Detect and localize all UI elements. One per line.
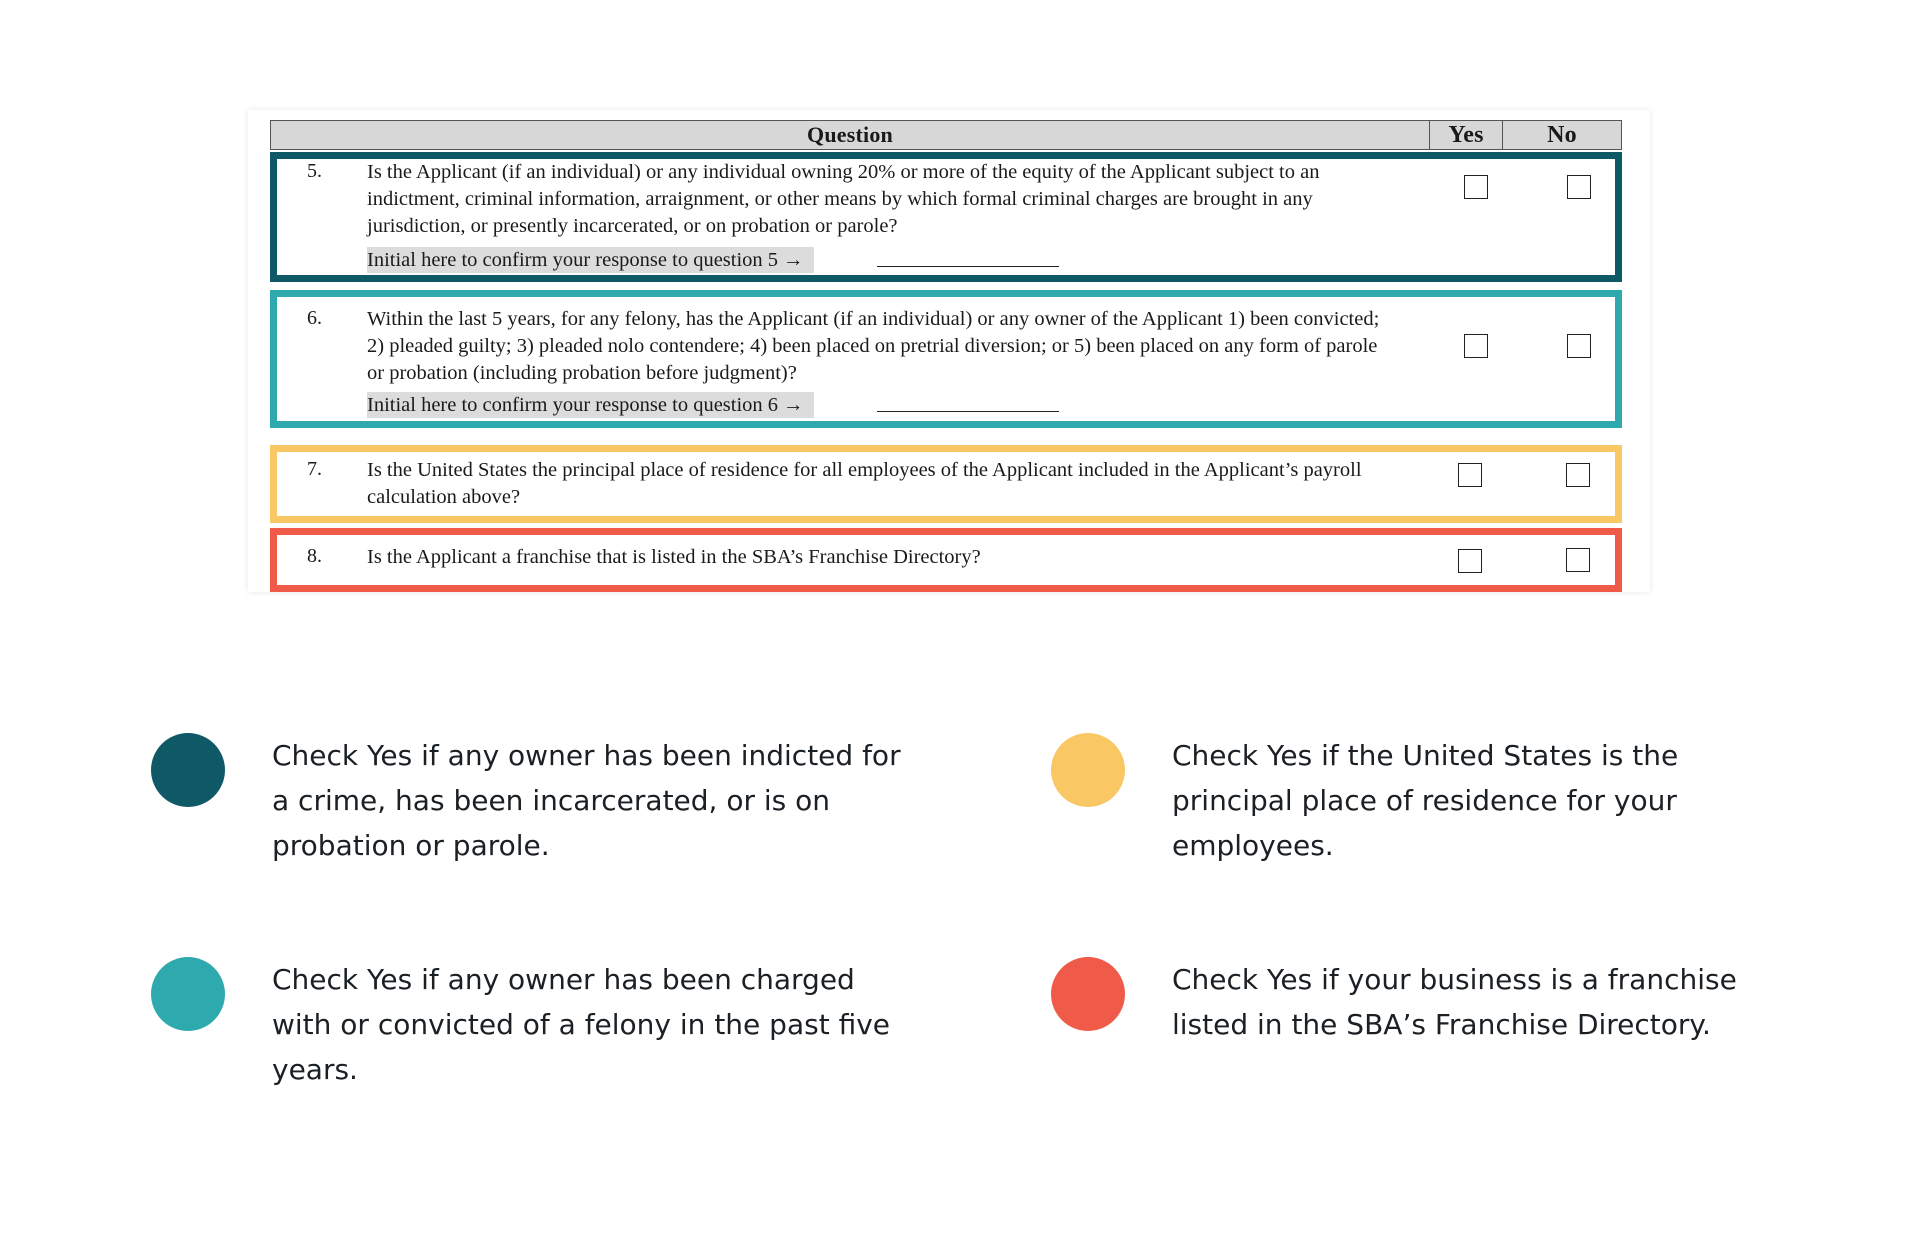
yellow-dot-icon [1051,733,1125,807]
legend-text: Check Yes if the United States is the principal place of residence for your employees. [1172,739,1679,862]
initial-line[interactable] [877,266,1059,267]
no-checkbox[interactable] [1567,334,1591,358]
yes-checkbox[interactable] [1464,334,1488,358]
yes-checkbox[interactable] [1458,463,1482,487]
form-excerpt [248,110,1650,592]
yes-checkbox[interactable] [1458,549,1482,573]
no-checkbox[interactable] [1567,175,1591,199]
initial-prompt: Initial here to confirm your response to question 6 → [367,392,814,418]
question-5-row [270,152,1622,282]
header-yes: Yes [1430,121,1503,149]
red-dot-icon [1051,957,1125,1031]
dark-teal-dot-icon [151,733,225,807]
question-number: 6. [307,307,322,329]
no-checkbox[interactable] [1566,463,1590,487]
legend-text: Check Yes if any owner has been indicted for a crime, has been incarcerated, or is on probation or parole. [272,739,901,862]
question-number: 5. [307,160,322,182]
table-header [270,120,1622,150]
question-number: 8. [307,545,322,567]
question-6-row [270,290,1622,428]
question-text: Within the last 5 years, for any felony, has the Applicant (if an individual) or any owner of the Applicant 1) been convicted; 2) pleaded guilty; 3) pleaded nolo contendere; 4) been placed on pretrial diversion; or 5) been placed on any form of parole or probation (including probation before judgment)? [367,308,1380,384]
header-question: Question [271,121,1430,149]
question-number: 7. [307,458,322,480]
initial-line[interactable] [877,411,1059,412]
legend-text: Check Yes if any owner has been charged with or convicted of a felony in the past five years. [272,963,891,1086]
header-no: No [1547,122,1577,148]
question-7-row [270,445,1622,523]
legend-text: Check Yes if your business is a franchise listed in the SBA’s Franchise Directory. [1172,963,1737,1041]
question-text: Is the Applicant (if an individual) or any individual owning 20% or more of the equity of the Applicant subject to an indictment, criminal information, arraignment, or other means by which formal criminal charges are brought in any jurisdiction, or presently incarcerated, or on probation or parole? [367,161,1320,237]
initial-prompt: Initial here to confirm your response to question 5 → [367,247,814,273]
question-text: Is the United States the principal place of residence for all employees of the Applicant included in the Applicant’s payroll calculation above? [367,459,1362,508]
no-checkbox[interactable] [1566,548,1590,572]
teal-dot-icon [151,957,225,1031]
yes-checkbox[interactable] [1464,175,1488,199]
question-text: Is the Applicant a franchise that is listed in the SBA’s Franchise Directory? [367,546,981,568]
question-8-row [270,528,1622,592]
